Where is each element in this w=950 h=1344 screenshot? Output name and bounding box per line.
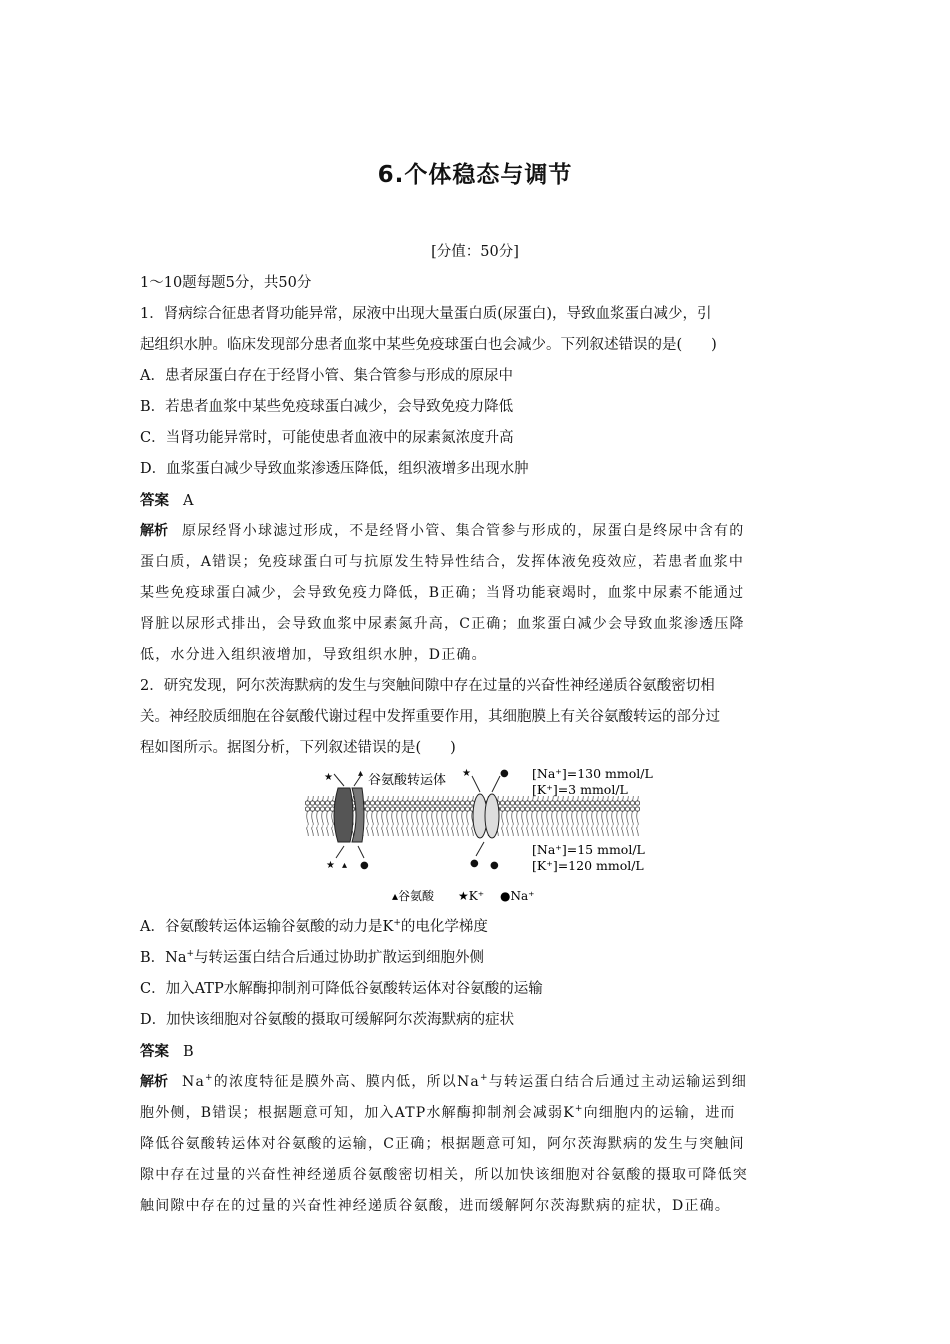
q2-answer-value: B [183,1044,194,1060]
q1-stem-line-2: 起组织水肿。临床发现部分患者血浆中某些免疫球蛋白也会减少。下列叙述错误的是( ) [140,337,717,353]
q2-option-b: B．Na+与转运蛋白结合后通过协助扩散运到细胞外侧 [140,949,485,966]
q2-answer-label: 答案 [140,1043,169,1060]
q1-answer-value: A [183,493,194,509]
transporter-label: 谷氨酸转运体 [368,773,447,788]
q2-stem-line-3: 程如图所示。据图分析，下列叙述错误的是( ) [140,740,456,756]
q2-explain-line-5: 触间隙中存在的过量的兴奋性神经递质谷氨酸，进而缓解阿尔茨海默病的症状，D正确。 [140,1198,731,1214]
q1-option-a: A．患者尿蛋白存在于经肾小管、集合管参与形成的原尿中 [140,368,513,384]
k-ion-mark: ★ [324,772,333,783]
q1-explain-line-5: 低，水分进入组织液增加，导致组织水肿，D正确。 [140,647,487,663]
page-title: 6.个体稳态与调节 [377,162,573,188]
score-note: [分值：50分] [431,244,519,260]
q2-stem-line-2: 关。神经胶质细胞在谷氨酸代谢过程中发挥重要作用，其细胞膜上有关谷氨酸转运的部分过 [140,709,720,725]
glutamate-transporter-protein [334,788,364,842]
glu-mark: ▴ [358,768,364,779]
q2-explanation [140,1067,810,1222]
content [140,268,810,1222]
na-ion-mark: ● [360,860,369,871]
q2-answer [140,1036,810,1067]
q2-option-a: A．谷氨酸转运体运输谷氨酸的动力是K+的电化学梯度 [140,918,488,935]
q1-explain-line-3: 某些免疫球蛋白减少，会导致免疫力降低，B正确；当肾功能衰竭时，血浆中尿素不能通过 [140,585,745,601]
na-ion-mark: ● [470,858,479,869]
inside-k: [K⁺]=120 mmol/L [532,858,644,873]
q2-option-c: C．加入ATP水解酶抑制剂可降低谷氨酸转运体对谷氨酸的运输 [140,981,543,997]
na-ion-mark: ● [500,768,509,779]
legend-glutamate: ▴谷氨酸 [392,889,435,903]
q1-option-d: D．血浆蛋白减少导致血浆渗透压降低，组织液增多出现水肿 [140,461,529,477]
inside-na: [Na⁺]=15 mmol/L [532,842,645,857]
question-1 [140,299,810,671]
legend-k: ★K⁺ [458,889,485,903]
q1-stem-line-1: 1．肾病综合征患者肾功能异常，尿液中出现大量蛋白质(尿蛋白)，导致血浆蛋白减少，引 [140,306,712,322]
q1-explain-line-4: 肾脏以尿形式排出，会导致血浆中尿素氮升高，C正确；血浆蛋白减少会导致血浆渗透压降 [140,616,745,632]
q2-explain-line-2: 胞外侧，B错误；根据题意可知，加入ATP水解酶抑制剂会减弱K+向细胞内的运输，进而 [140,1104,736,1121]
legend-na: ●Na⁺ [500,889,535,903]
question-2 [140,671,810,1222]
k-ion-mark: ★ [462,768,471,779]
k-ion-mark: ★ [326,860,335,871]
q1-option-b: B．若患者血浆中某些免疫球蛋白减少，会导致免疫力降低 [140,399,514,415]
glu-mark: ▴ [342,860,348,871]
q2-explain-line-1: 解析 Na+的浓度特征是膜外高、膜内低，所以Na+与转运蛋白结合后通过主动运输运到细 [140,1073,748,1090]
na-ion-mark: ● [490,860,499,871]
q1-explain-line-1: 原尿经肾小球滤过形成，不是经肾小管、集合管参与形成的，尿蛋白是终尿中含有的 [182,523,745,539]
q2-explain-line-4: 隙中存在过量的兴奋性神经递质谷氨酸密切相关，所以加快该细胞对谷氨酸的摄取可降低突 [140,1167,748,1183]
q2-option-d: D．加快该细胞对谷氨酸的摄取可缓解阿尔茨海默病的症状 [140,1012,515,1028]
q1-option-c: C．当肾功能异常时，可能使患者血液中的尿素氮浓度升高 [140,430,514,446]
section-note: 1～10题每题5分，共50分 [140,275,312,291]
outside-na: [Na⁺]=130 mmol/L [532,766,653,781]
q1-explain-label: 解析 [140,523,168,539]
membrane-figure [140,764,810,912]
q2-stem-line-1: 2．研究发现，阿尔茨海默病的发生与突触间隙中存在过量的兴奋性神经递质谷氨酸密切相 [140,678,715,694]
q1-answer-label: 答案 [140,492,169,509]
q1-explain-line-2: 蛋白质，A错误；免疫球蛋白可与抗原发生特异性结合，发挥体液免疫效应，若患者血浆中 [140,554,745,570]
outside-k: [K⁺]=3 mmol/L [532,782,628,797]
q1-explanation [140,516,810,671]
q1-answer [140,485,810,516]
membrane-diagram [300,766,660,912]
q2-explain-line-3: 降低谷氨酸转运体对谷氨酸的运输，C正确；根据题意可知，阿尔茨海默病的发生与突触间 [140,1136,745,1152]
